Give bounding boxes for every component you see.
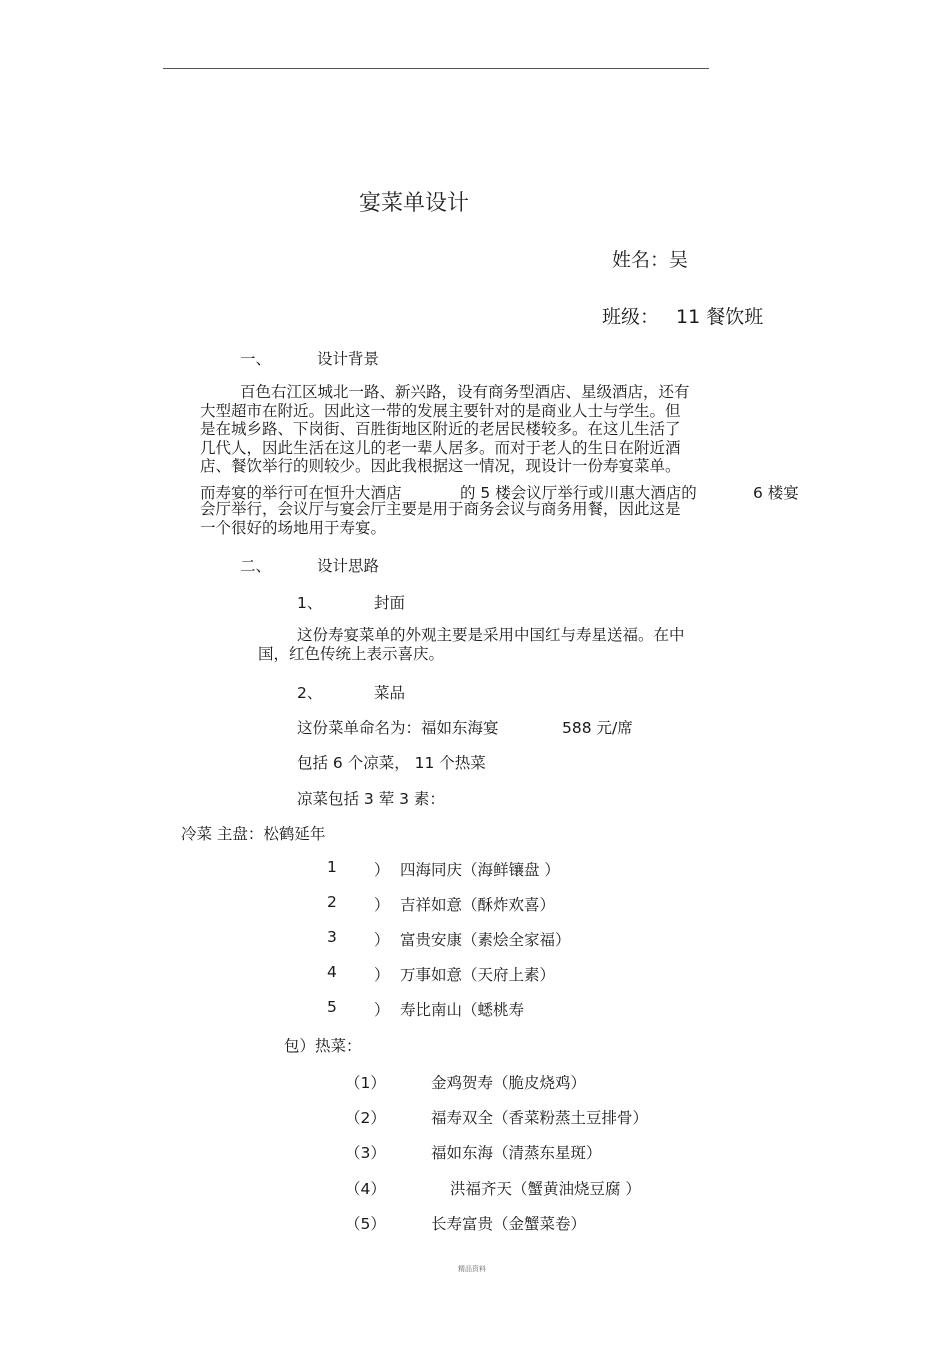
- hot-item-number: （1）: [345, 1074, 386, 1092]
- cold-item-name: 寿比南山（蟋桃寿: [400, 1001, 525, 1019]
- section1-heading: 设计背景: [317, 350, 380, 368]
- hot-item-name: 洪福齐天（蟹黄油烧豆腐 ）: [450, 1180, 641, 1198]
- paren: ）: [374, 1001, 390, 1019]
- hot-item-name: 福寿双全（香菜粉蒸土豆排骨）: [431, 1109, 649, 1127]
- include-line: 包括 6 个凉菜， 11 个热菜: [297, 754, 486, 772]
- paren: ）: [374, 931, 390, 949]
- paragraph-line: 几代人，因此生活在这儿的老一辈人居多。而对于老人的生日在附近酒: [200, 438, 681, 457]
- hot-item-number: （3）: [345, 1144, 386, 1162]
- paragraph-line: 会厅举行，会议厅与宴会厅主要是用于商务会议与商务用餐，因此这是: [200, 500, 681, 518]
- cold-item-number: 2: [327, 893, 337, 911]
- section1-number: 一、: [240, 350, 272, 368]
- paragraph-line: 大型超市在附近。因此这一带的发展主要针对的是商业人士与学生。但: [200, 401, 681, 420]
- cold-item-name: 吉祥如意（酥炸欢喜）: [400, 896, 556, 914]
- hot-item-name: 金鸡贺寿（脆皮烧鸡）: [431, 1074, 587, 1092]
- paragraph-line: 这份寿宴菜单的外观主要是采用中国红与寿星送福。在中: [297, 626, 685, 644]
- class-value: 11 餐饮班: [676, 306, 764, 328]
- cold-item-number: 1: [327, 858, 337, 876]
- section1-paragraph: [200, 383, 690, 476]
- name-line: 姓名：吴: [612, 249, 689, 271]
- class-label: 班级：: [602, 306, 660, 328]
- cold-item-name: 富贵安康（素烩全家福）: [400, 931, 571, 949]
- paragraph-line: 是在城乡路、下岗街、百胜街地区附近的老居民楼较多。在这儿生活了: [200, 420, 681, 438]
- sub2-heading: 菜品: [374, 684, 406, 702]
- cold-item-name: 万事如意（天府上素）: [400, 966, 556, 984]
- paragraph-line-6a: 而寿宴的举行可在恒升大酒店: [200, 484, 402, 502]
- section2-heading: 设计思路: [317, 557, 380, 575]
- section2-number: 二、: [240, 557, 272, 575]
- hot-dishes-heading: 包）热菜：: [284, 1037, 362, 1055]
- paren: ）: [374, 861, 390, 879]
- hot-item-name: 长寿富贵（金蟹菜卷）: [431, 1215, 587, 1233]
- hot-item-number: （4）: [345, 1180, 386, 1198]
- paren: ）: [374, 966, 390, 984]
- cold-item-number: 4: [327, 963, 337, 981]
- sub2-number: 2、: [297, 684, 323, 702]
- paragraph-line-6c: 6 楼宴: [753, 484, 799, 502]
- hot-item-name: 福如东海（清蒸东星斑）: [431, 1144, 602, 1162]
- paragraph-line: 一个很好的场地用于寿宴。: [200, 518, 387, 537]
- footer-text: 精品资料: [458, 1265, 486, 1273]
- hot-item-number: （2）: [345, 1109, 386, 1127]
- paragraph-line-6b: 的 5 楼会议厅举行或川惠大酒店的: [460, 484, 697, 502]
- cold-item-number: 3: [327, 928, 337, 946]
- sub1-paragraph: [258, 626, 685, 663]
- paragraph-line: 国，红色传统上表示喜庆。: [258, 644, 445, 663]
- cold-main-plate: 冷菜 主盘：松鹤延年: [181, 825, 326, 843]
- cold-line: 凉菜包括 3 荤 3 素：: [297, 790, 445, 808]
- hot-item-number: （5）: [345, 1215, 386, 1233]
- cold-item-number: 5: [327, 998, 337, 1016]
- sub1-heading: 封面: [374, 594, 406, 612]
- menu-name: 这份菜单命名为：福如东海宴: [297, 719, 499, 737]
- menu-price: 588 元/席: [562, 719, 633, 737]
- sub1-number: 1、: [297, 594, 323, 612]
- paragraph-line: 百色右江区城北一路、新兴路，设有商务型酒店、星级酒店，还有: [240, 383, 690, 401]
- document-title: 宴菜单设计: [359, 191, 470, 216]
- paragraph-line: 店、餐饮举行的则较少。因此我根据这一情况，现设计一份寿宴菜单。: [200, 457, 681, 475]
- cold-item-name: 四海同庆（海鲜镶盘 ）: [400, 861, 560, 879]
- section1-paragraph-end: [200, 500, 681, 537]
- header-rule: [163, 68, 709, 69]
- paren: ）: [374, 896, 390, 914]
